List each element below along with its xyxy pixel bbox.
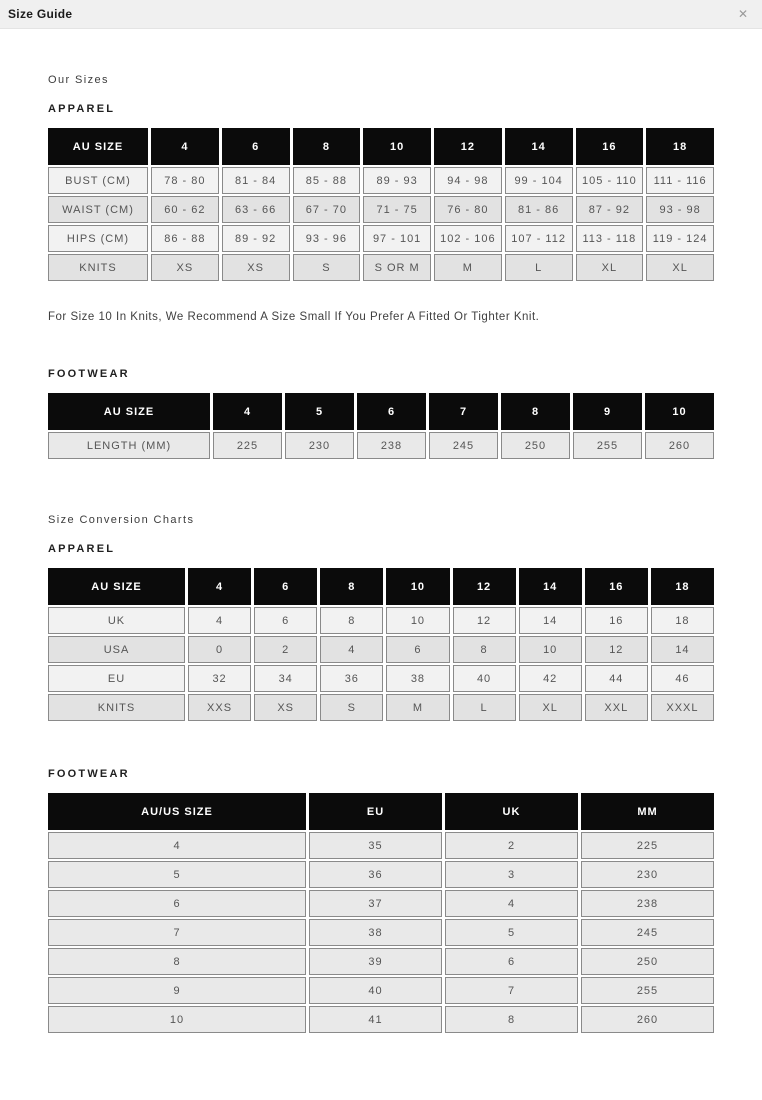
column-header-cell: 5 [285,393,354,430]
table-cell: S OR M [363,254,431,281]
table-cell: WAIST (CM) [48,196,148,223]
table-cell: 250 [501,432,570,459]
table-cell: 8 [48,948,306,975]
table-cell: 97 - 101 [363,225,431,252]
table-cell: 8 [320,607,383,634]
table-cell: 250 [581,948,714,975]
table-cell: 111 - 116 [646,167,714,194]
column-header-cell: 6 [222,128,290,165]
table-cell: 41 [309,1006,442,1033]
table-cell: 36 [309,861,442,888]
table-cell: 39 [309,948,442,975]
column-header-cell: 12 [453,568,516,605]
table-cell: 81 - 84 [222,167,290,194]
table-cell: 4 [48,832,306,859]
table-cell: 0 [188,636,251,663]
table-cell: 67 - 70 [293,196,361,223]
table-cell: 245 [581,919,714,946]
column-header-cell: 8 [501,393,570,430]
table-cell: 225 [213,432,282,459]
table-cell: L [453,694,516,721]
table-cell: 255 [573,432,642,459]
table-cell: 78 - 80 [151,167,219,194]
table-cell: L [505,254,573,281]
table-cell: 8 [453,636,516,663]
table-cell: 10 [386,607,449,634]
table-cell: XS [254,694,317,721]
table-cell: 260 [581,1006,714,1033]
column-header-cell: 4 [151,128,219,165]
table-cell: 34 [254,665,317,692]
table-row [48,225,714,252]
table-cell: 76 - 80 [434,196,502,223]
knits-note: For Size 10 In Knits, We Recommend A Size Small If You Prefer A Fitted Or Tighter Knit. [48,311,540,323]
table-cell: 2 [445,832,578,859]
table-cell: 85 - 88 [293,167,361,194]
table-cell: 81 - 86 [505,196,573,223]
table-cell: 7 [48,919,306,946]
column-header-cell: 7 [429,393,498,430]
column-header-cell: 18 [651,568,714,605]
table-cell: 9 [48,977,306,1004]
table-header-row [48,568,714,605]
table-cell: XXS [188,694,251,721]
table-row [48,919,714,946]
table-row [48,694,714,721]
table-row [48,832,714,859]
table-header-row [48,793,714,830]
table-cell: 14 [519,607,582,634]
column-header-cell: AU/US SIZE [48,793,306,830]
modal-header [0,0,762,29]
table-cell: 42 [519,665,582,692]
table-cell: 32 [188,665,251,692]
table-cell: 71 - 75 [363,196,431,223]
table-row [48,607,714,634]
column-header-cell: 8 [293,128,361,165]
table-cell: 230 [581,861,714,888]
table-cell: 245 [429,432,498,459]
table-cell: M [386,694,449,721]
table-row [48,196,714,223]
table-row [48,432,714,459]
table-cell: XL [519,694,582,721]
table-cell: M [434,254,502,281]
table-row [48,665,714,692]
apparel-sizes-table [45,126,717,283]
table-cell: 86 - 88 [151,225,219,252]
table-cell: S [293,254,361,281]
table-row [48,1006,714,1033]
column-header-cell: 4 [213,393,282,430]
table-cell: 7 [445,977,578,1004]
column-header-cell: MM [581,793,714,830]
table-cell: 46 [651,665,714,692]
table-cell: 238 [581,890,714,917]
table-cell: XXXL [651,694,714,721]
table-cell: XS [151,254,219,281]
label-apparel-sizes: APPAREL [48,103,116,115]
label-footwear-conversion: FOOTWEAR [48,768,130,780]
table-cell: KNITS [48,254,148,281]
table-cell: 37 [309,890,442,917]
table-cell: 6 [254,607,317,634]
column-header-cell: 16 [576,128,644,165]
table-cell: 10 [519,636,582,663]
table-cell: 119 - 124 [646,225,714,252]
size-guide-content [0,74,762,1035]
table-cell: BUST (CM) [48,167,148,194]
table-row [48,636,714,663]
table-cell: EU [48,665,185,692]
table-cell: 36 [320,665,383,692]
table-cell: 255 [581,977,714,1004]
table-cell: 6 [445,948,578,975]
column-header-cell: 18 [646,128,714,165]
table-cell: 63 - 66 [222,196,290,223]
table-cell: 87 - 92 [576,196,644,223]
table-cell: 4 [188,607,251,634]
table-row [48,254,714,281]
table-cell: 2 [254,636,317,663]
table-cell: 44 [585,665,648,692]
table-row [48,977,714,1004]
column-header-cell: AU SIZE [48,128,148,165]
table-cell: 60 - 62 [151,196,219,223]
table-cell: 12 [585,636,648,663]
table-cell: S [320,694,383,721]
column-header-cell: UK [445,793,578,830]
table-cell: HIPS (CM) [48,225,148,252]
column-header-cell: 14 [519,568,582,605]
table-cell: 107 - 112 [505,225,573,252]
table-cell: 6 [48,890,306,917]
table-cell: 230 [285,432,354,459]
column-header-cell: AU SIZE [48,568,185,605]
column-header-cell: 10 [645,393,714,430]
column-header-cell: 10 [386,568,449,605]
table-cell: XS [222,254,290,281]
table-cell: 16 [585,607,648,634]
footwear-sizes-table [45,391,717,461]
section-title-conversion: Size Conversion Charts [48,514,195,526]
column-header-cell: AU SIZE [48,393,210,430]
column-header-cell: 6 [254,568,317,605]
column-header-cell: 12 [434,128,502,165]
table-cell: 8 [445,1006,578,1033]
footwear-conversion-table [45,791,717,1035]
table-cell: 38 [309,919,442,946]
column-header-cell: 6 [357,393,426,430]
table-cell: 99 - 104 [505,167,573,194]
table-cell: 12 [453,607,516,634]
table-cell: KNITS [48,694,185,721]
table-header-row [48,393,714,430]
table-row [48,890,714,917]
table-cell: 5 [48,861,306,888]
table-cell: 225 [581,832,714,859]
close-icon[interactable]: ✕ [737,7,748,21]
table-cell: 238 [357,432,426,459]
table-cell: 4 [445,890,578,917]
modal-title: Size Guide [8,7,73,21]
table-cell: XL [646,254,714,281]
table-cell: 3 [445,861,578,888]
table-cell: 6 [386,636,449,663]
column-header-cell: 16 [585,568,648,605]
table-cell: 18 [651,607,714,634]
table-row [48,948,714,975]
table-cell: 102 - 106 [434,225,502,252]
table-cell: UK [48,607,185,634]
table-cell: USA [48,636,185,663]
table-cell: XL [576,254,644,281]
table-cell: 40 [309,977,442,1004]
table-cell: 89 - 93 [363,167,431,194]
label-apparel-conversion: APPAREL [48,543,116,555]
apparel-conversion-table [45,566,717,723]
table-row [48,167,714,194]
table-cell: 89 - 92 [222,225,290,252]
column-header-cell: 10 [363,128,431,165]
table-cell: 40 [453,665,516,692]
table-header-row [48,128,714,165]
table-cell: 10 [48,1006,306,1033]
table-cell: 35 [309,832,442,859]
column-header-cell: EU [309,793,442,830]
table-cell: 94 - 98 [434,167,502,194]
table-cell: 38 [386,665,449,692]
table-cell: 93 - 98 [646,196,714,223]
table-cell: 113 - 118 [576,225,644,252]
table-cell: 105 - 110 [576,167,644,194]
table-cell: 14 [651,636,714,663]
column-header-cell: 9 [573,393,642,430]
table-cell: LENGTH (MM) [48,432,210,459]
column-header-cell: 14 [505,128,573,165]
table-cell: 4 [320,636,383,663]
label-footwear-sizes: FOOTWEAR [48,368,130,380]
table-cell: 260 [645,432,714,459]
column-header-cell: 8 [320,568,383,605]
table-cell: 5 [445,919,578,946]
table-cell: XXL [585,694,648,721]
section-title-our-sizes: Our Sizes [48,74,109,86]
column-header-cell: 4 [188,568,251,605]
table-row [48,861,714,888]
table-cell: 93 - 96 [293,225,361,252]
